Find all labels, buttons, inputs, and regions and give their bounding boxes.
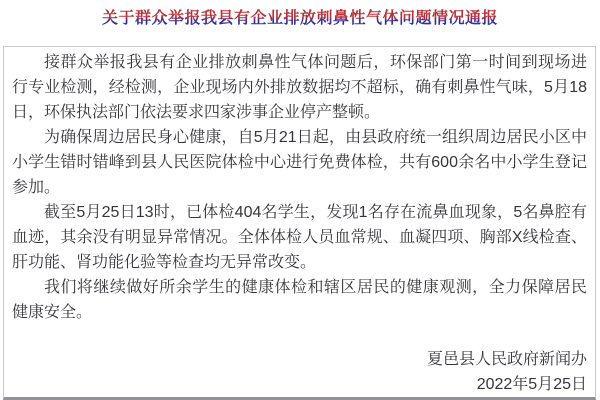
notice-paragraph-followup: 我们将继续做好所余学生的健康体检和辖区居民的健康观测，全力保障居民健康安全。 [12,279,587,321]
signature-org: 夏邑县人民政府新闻办 [426,351,587,368]
signature-block [12,347,587,397]
notice-page [0,7,600,400]
notice-paragraph-free-checkup: 为确保周边居民身心健康，自5月21日起，由县政府统一组织周边居民小区中小学生错时错峰到县人民医院体检中心进行免费体检，共有600余名中小学生登记参加。 [12,129,587,196]
notice-body-box [3,46,596,400]
signature-date: 2022年5月25日 [476,376,587,393]
notice-paragraph-checkup-results: 截至5月25日13时，已体检404名学生，发现1名存在流鼻血现象，5名鼻腔有血迹，其余没有明显异常情况。全体体检人员血常规、血凝四项、胸部X线检查、肝功能、肾功能化验等检查均无异常改变。 [12,204,587,271]
page-title: 关于群众举报我县有企业排放刺鼻性气体问题情况通报 [0,7,600,31]
notice-paragraph-investigation: 接群众举报我县有企业排放刺鼻性气体问题后，环保部门第一时间到现场进行专业检测，经检测，企业现场内外排放数据均不超标，确有刺鼻性气味，5月18日，环保执法部门依法要求四家涉事企业停产整顿。 [12,54,587,121]
